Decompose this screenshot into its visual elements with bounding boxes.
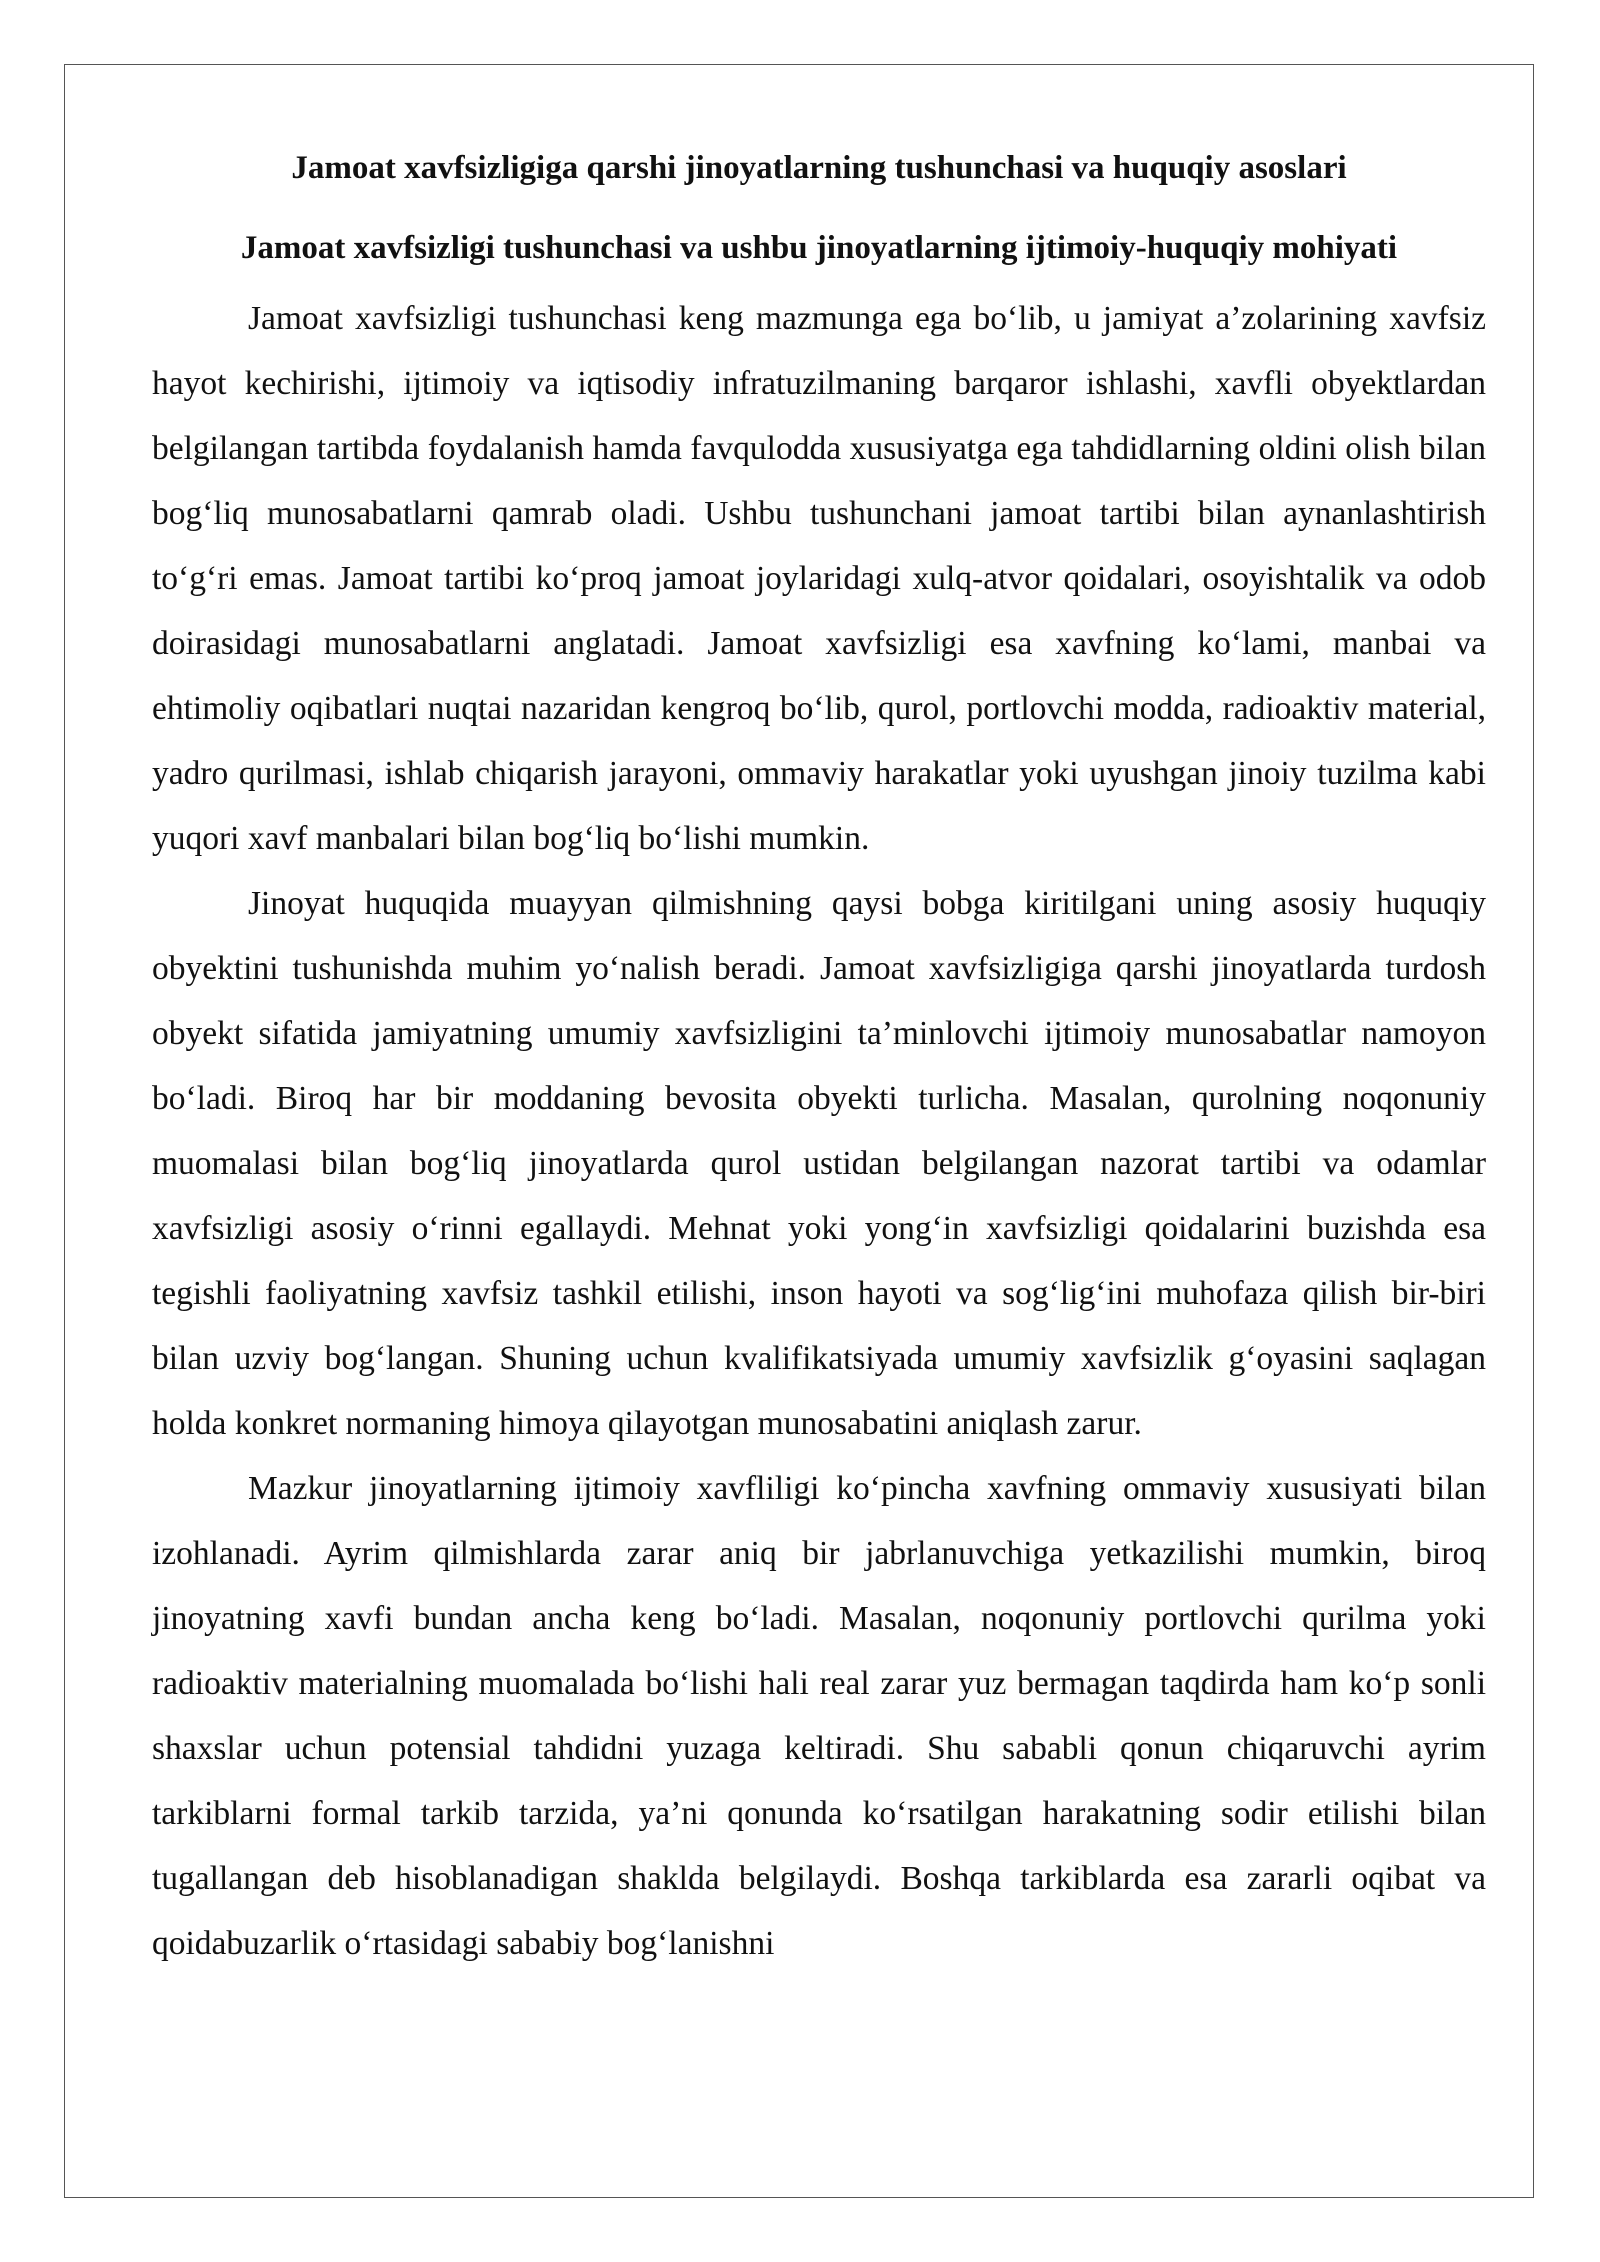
paragraph-3: Mazkur jinoyatlarning ijtimoiy xavfliligi ko‘pincha xavfning ommaviy xususiyati bilan izohlanadi. Ayrim qilmishlarda zarar aniq bir jabrlanuvchiga yetkazilishi mumkin, biroq jinoyatning xavfi bundan ancha keng bo‘ladi. Masalan, noqonuniy portlovchi qurilma yoki radioaktiv materialning muomalada bo‘lishi hali real zarar yuz bermagan taqdirda ham ko‘p sonli shaxslar uchun potensial tahdidni yuzaga keltiradi. Shu sababli qonun chiqaruvchi ayrim tarkiblarni formal tarkib tarzida, ya’ni qonunda ko‘rsatilgan harakatning sodir etilishi bilan tugallangan deb hisoblanadigan shaklda belgilaydi. Boshqa tarkiblarda esa zararli oqibat va qoidabuzarlik o‘rtasidagi sababiy bog‘lanishni (152, 1470, 1486, 1962)
paragraph-1: Jamoat xavfsizligi tushunchasi keng mazmunga ega bo‘lib, u jamiyat a’zolarining xavfsiz hayot kechirishi, ijtimoiy va iqtisodiy infratuzilmaning barqaror ishlashi, xavfli obyektlardan belgilangan tartibda foydalanish hamda favqulodda xususiyatga ega tahdidlarning oldini olish bilan bog‘liq munosabatlarni qamrab oladi. Ushbu tushunchani jamoat tartibi bilan aynanlashtirish to‘g‘ri emas. Jamoat tartibi ko‘proq jamoat joylaridagi xulq-atvor qoidalari, osoyishtalik va odob doirasidagi munosabatlarni anglatadi. Jamoat xavfsizligi esa xavfning ko‘lami, manbai va ehtimoliy oqibatlari nuqtai nazaridan kengroq bo‘lib, qurol, portlovchi modda, radioaktiv material, yadro qurilmasi, ishlab chiqarish jarayoni, ommaviy harakatlar yoki uyushgan jinoiy tuzilma kabi yuqori xavf manbalari bilan bog‘liq bo‘lishi mumkin. (152, 300, 1486, 857)
section-heading: Jamoat xavfsizligi tushunchasi va ushbu jinoyatlarning ijtimoiy-huquqiy mohiyati (240, 230, 1398, 266)
paragraph-2: Jinoyat huquqida muayyan qilmishning qaysi bobga kiritilgani uning asosiy huquqiy obyektini tushunishda muhim yo‘nalish beradi. Jamoat xavfsizligiga qarshi jinoyatlarda turdosh obyekt sifatida jamiyatning umumiy xavfsizligini ta’minlovchi ijtimoiy munosabatlar namoyon bo‘ladi. Biroq har bir moddaning bevosita obyekti turlicha. Masalan, qurolning noqonuniy muomalasi bilan bog‘liq jinoyatlarda qurol ustidan belgilangan nazorat tartibi va odamlar xavfsizligi asosiy o‘rinni egallaydi. Mehnat yoki yong‘in xavfsizligi qoidalarini buzishda esa tegishli faoliyatning xavfsiz tashkil etilishi, inson hayoti va sog‘lig‘ini muhofaza qilish bir-biri bilan uzviy bog‘langan. Shuning uchun kvalifikatsiyada umumiy xavfsizlik g‘oyasini saqlagan holda konkret normaning himoya qilayotgan munosabatini aniqlash zarur. (152, 885, 1486, 1442)
document-body (152, 148, 1486, 1976)
document-title: Jamoat xavfsizligiga qarshi jinoyatlarning tushunchasi va huquqiy asoslari (291, 150, 1347, 186)
